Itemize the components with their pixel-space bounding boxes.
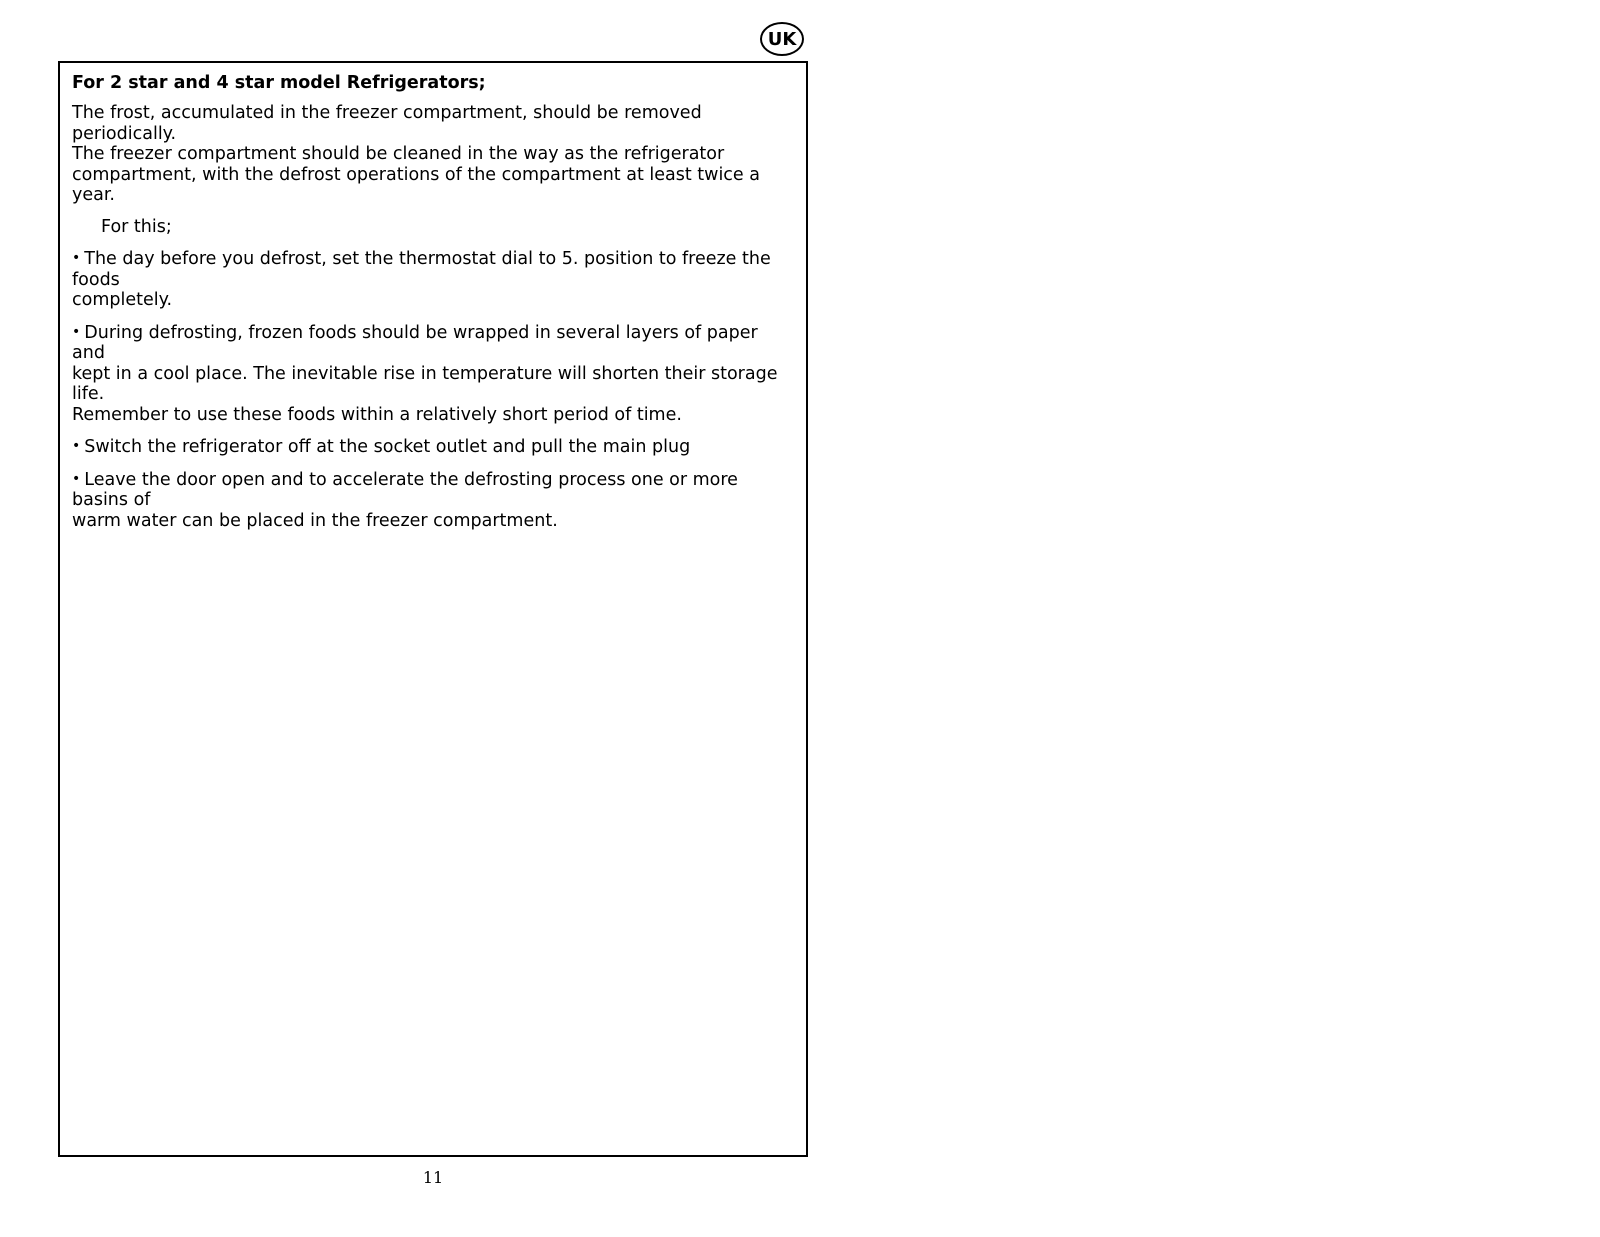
bullet-text: The day before you defrost, set the thermostat dial to 5. position to freeze the foods [72,249,771,290]
intro-line: The frost, accumulated in the freezer compartment, should be removed periodically. [72,103,702,144]
bullet-item [72,469,794,532]
intro-paragraph [72,103,794,206]
bullet-icon: • [72,323,81,340]
bullet-icon: • [72,470,81,487]
page-number: 11 [422,1168,444,1187]
bullet-line [72,436,794,458]
language-badge: UK [760,22,804,56]
lead-in-text: For this; [101,216,172,237]
bullet-line: warm water can be placed in the freezer compartment. [72,510,558,531]
bullet-line: completely. [72,290,173,310]
bullet-line [72,322,794,364]
bullet-icon: • [72,438,81,454]
bullet-line: kept in a cool place. The inevitable rise in temperature will shorten their storage life. [72,363,778,404]
bullet-item [72,248,794,311]
bullet-item [72,322,794,426]
intro-line: compartment, with the defrost operations of the compartment at least twice a year. [72,164,760,205]
bullet-text: Leave the door open and to accelerate the defrosting process one or more basins of [72,469,738,510]
intro-line: The freezer compartment should be cleaned in the way as the refrigerator [72,144,725,164]
bullet-line [72,469,794,511]
content-frame [58,61,808,1157]
bullet-item [72,436,794,458]
bullet-text: During defrosting, frozen foods should be wrapped in several layers of paper and [72,322,758,363]
bullet-line [72,248,794,290]
bullet-line: Remember to use these foods within a relatively short period of time. [72,404,682,425]
bullet-icon: • [72,250,81,266]
section-heading: For 2 star and 4 star model Refrigerators; [72,73,486,93]
bullet-text: Switch the refrigerator off at the socket outlet and pull the main plug [84,437,691,457]
